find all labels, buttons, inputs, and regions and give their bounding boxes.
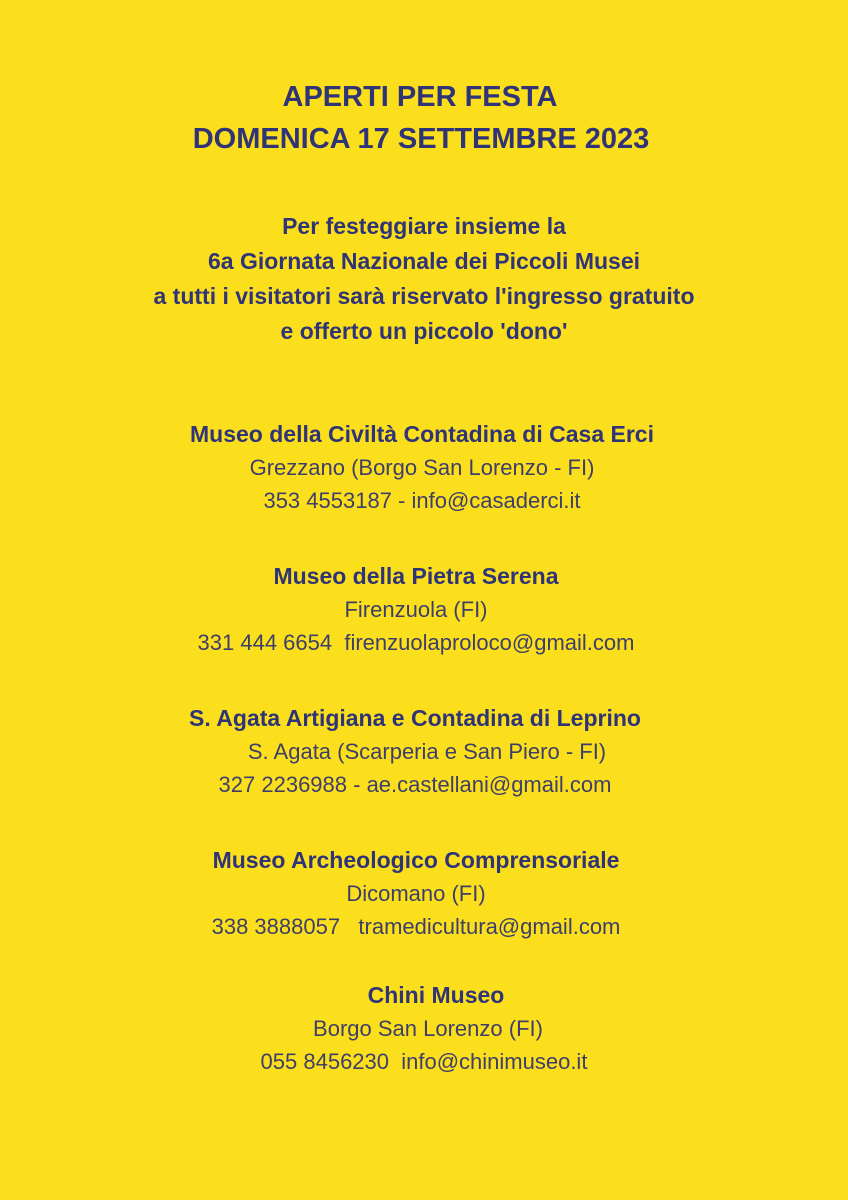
intro-line: 6a Giornata Nazionale dei Piccoli Musei — [207, 248, 641, 274]
museum-name: Chini Museo — [367, 982, 505, 1008]
museum-name: S. Agata Artigiana e Contadina di Leprino — [189, 705, 641, 731]
museum-location: Grezzano (Borgo San Lorenzo - FI) — [249, 455, 595, 480]
intro-line: a tutti i visitatori sarà riservato l'ingresso gratuito — [153, 283, 695, 309]
museum-contact: 353 4553187 - info@casaderci.it — [263, 488, 581, 513]
museum-entry-archeologico — [0, 844, 840, 943]
museum-name: Museo della Pietra Serena — [273, 563, 559, 589]
event-date: DOMENICA 17 SETTEMBRE 2023 — [192, 123, 650, 155]
event-title: APERTI PER FESTA — [282, 81, 558, 113]
museum-name: Museo Archeologico Comprensoriale — [212, 847, 620, 873]
museum-entry-pietra-serena — [0, 560, 840, 659]
museum-entry-casa-erci — [0, 418, 846, 517]
intro-line: Per festeggiare insieme la — [282, 213, 566, 239]
museum-location: Borgo San Lorenzo (FI) — [313, 1016, 543, 1041]
intro-text — [0, 209, 848, 349]
museum-contact: 331 444 6654 firenzuolaproloco@gmail.com — [197, 630, 635, 655]
museum-contact: 055 8456230 info@chinimuseo.it — [260, 1049, 588, 1074]
museum-entry-chini — [12, 979, 848, 1078]
museum-contact: 338 3888057 tramedicultura@gmail.com — [211, 914, 621, 939]
museum-contact: 327 2236988 - ae.castellani@gmail.com — [218, 772, 612, 797]
museum-entry-leprino — [0, 702, 839, 801]
museum-location: Firenzuola (FI) — [344, 597, 488, 622]
intro-line: e offerto un piccolo 'dono' — [280, 318, 568, 344]
museum-location: Dicomano (FI) — [346, 881, 486, 906]
museum-location: S. Agata (Scarperia e San Piero - FI) — [247, 739, 607, 764]
museum-name: Museo della Civiltà Contadina di Casa Erci — [190, 421, 654, 447]
